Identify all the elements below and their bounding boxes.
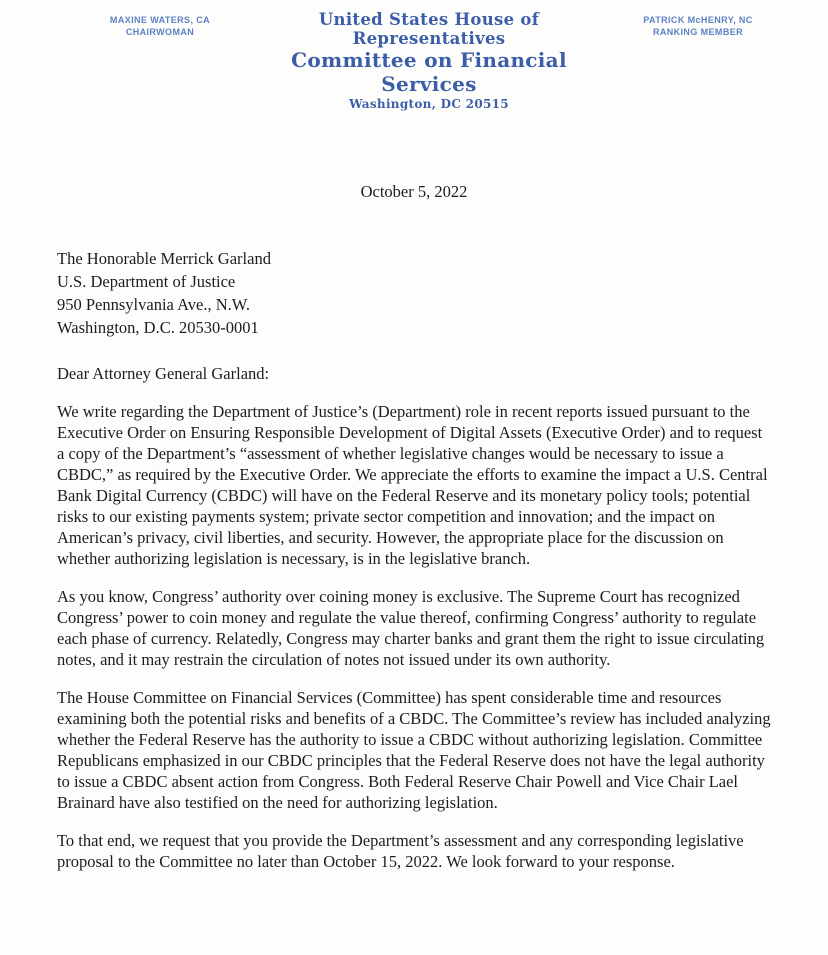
recipient-org-line: U.S. Department of Justice: [57, 272, 236, 291]
committee-name-line: Committee on Financial Services: [291, 48, 567, 96]
ranking-member-title: RANKING MEMBER: [652, 27, 744, 37]
chairwoman-block: [55, 10, 265, 38]
body-paragraph-2: As you know, Congress’ authority over coining money is exclusive. The Supreme Court has recognized Congress’ power to coin money and regulate the value thereof, confirming Congress’ authority to regulate each phase of currency. Relatedly, Congress may charter banks and grant them the right to issue circulating notes, and it may restrain the circulation of notes not issued under its own authority.: [57, 587, 765, 669]
ranking-member-name: PATRICK McHENRY, NC: [643, 15, 753, 25]
ranking-member-block: [593, 10, 803, 38]
letterhead: [0, 0, 828, 112]
recipient-street-line: 950 Pennsylvania Ave., N.W.: [57, 295, 250, 314]
recipient-name-line: The Honorable Merrick Garland: [57, 249, 271, 268]
chairwoman-title: CHAIRWOMAN: [125, 27, 195, 37]
committee-address-line: Washington, DC 20515: [349, 97, 509, 111]
chairwoman-name: MAXINE WATERS, CA: [109, 15, 211, 25]
body-paragraph-3: The House Committee on Financial Services (Committee) has spent considerable time and resources examining both the potential risks and benefits of a CBDC. The Committee’s review has included analyzing whether the Federal Reserve has the authority to issue a CBDC without authorizing legislation. Committee Republicans emphasized in our CBDC principles that the Federal Reserve does not have the legal authority to issue a CBDC absent action from Congress. Both Federal Reserve Chair Powell and Vice Chair Lael Brainard have also testified on the need for authorizing legislation.: [57, 688, 771, 812]
recipient-city-line: Washington, D.C. 20530-0001: [57, 318, 259, 337]
body-paragraph-4: To that end, we request that you provide the Department’s assessment and any corresponding legislative proposal to the Committee no later than October 15, 2022. We look forward to your response.: [57, 831, 744, 871]
org-name-line: United States House of Representatives: [318, 10, 540, 48]
recipient-address-block: [57, 247, 828, 339]
salutation: Dear Attorney General Garland:: [57, 364, 270, 383]
body-paragraph-1: We write regarding the Department of Justice’s (Department) role in recent reports issued pursuant to the Executive Order on Ensuring Responsible Development of Digital Assets (Executive Order) and to request a copy of the Department’s “assessment of whether legislative changes would be necessary to issue a CBDC,” as required by the Executive Order. We appreciate the efforts to examine the impact a U.S. Central Bank Digital Currency (CBDC) will have on the Federal Reserve and its monetary policy tools; potential risks to our existing payments system; private sector competition and innovation; and the impact on American’s privacy, civil liberties, and security. However, the appropriate place for the discussion on whether authorizing legislation is necessary, is in the legislative branch.: [57, 402, 768, 568]
committee-letterhead: [269, 10, 589, 112]
letter-date: October 5, 2022: [360, 182, 468, 201]
